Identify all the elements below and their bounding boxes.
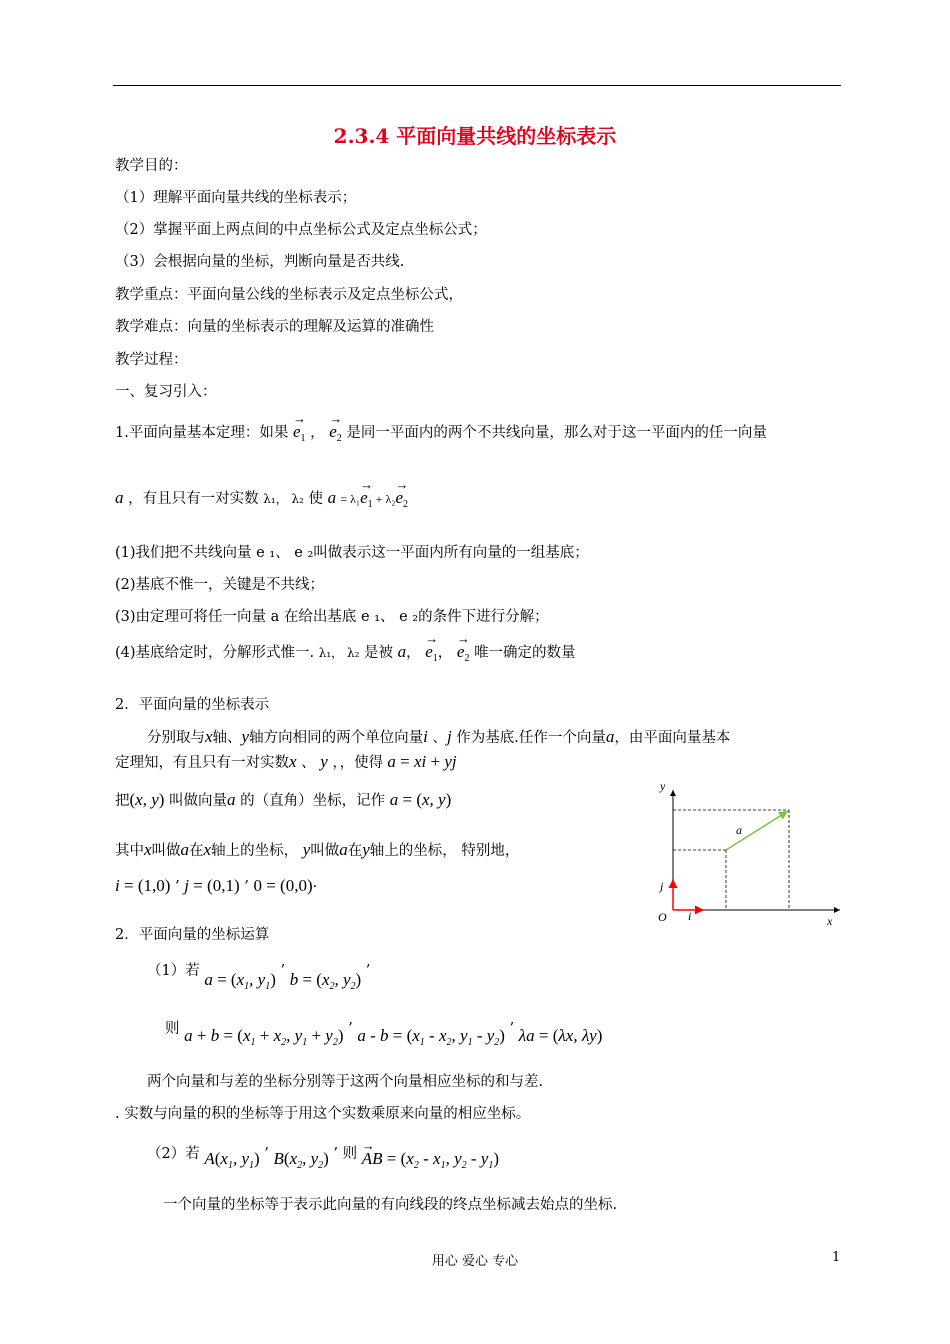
coordinate-figure xyxy=(640,775,850,935)
decomposition-formula: $a = \lambda_1\to e_1 + \lambda_2\to e_2$ xyxy=(328,488,408,507)
section-2-line-3: 把(x, y) 叫做向量a 的（直角）坐标，记作 a = (x, y) xyxy=(115,790,452,809)
y-axis-label: y xyxy=(660,779,666,793)
a-label: a xyxy=(736,823,742,837)
j-label: j xyxy=(660,879,664,893)
process-heading: 教学过程： xyxy=(115,352,188,368)
section-2-line-4: 其中x叫做a在x轴上的坐标， y叫做a在y轴上的坐标， 特别地， xyxy=(115,840,520,859)
origin-label: O xyxy=(658,910,667,924)
theorem-text-a: 1.平面向量基本定理：如果 xyxy=(115,425,289,441)
header-rule xyxy=(113,85,841,86)
sentence-sum-difference: 两个向量和与差的坐标分别等于这两个向量相应坐标的和与差. xyxy=(147,1074,544,1090)
section-3-heading: 2．平面向量的坐标运算 xyxy=(115,927,270,943)
sentence-scalar-product: . 实数与向量的积的坐标等于用这个实数乘原来向量的相应坐标。 xyxy=(115,1106,531,1122)
page-title: 2.3.4 平面向量共线的坐标表示 xyxy=(333,124,617,148)
theorem-note-1: (1)我们把不共线向量 e ₁、 e ₂叫做表示这一平面内所有向量的一组基底； xyxy=(115,545,589,561)
theorem-note-3: (3)由定理可将任一向量 a 在给出基底 e ₁、 e ₂的条件下进行分解； xyxy=(115,609,549,625)
theorem-text-c: ，有且只有一对实数 xyxy=(128,491,264,507)
i-label: i xyxy=(688,909,692,923)
condition-1: （1）若 $a = (x_1$, $y_1$) ’ $b = (x_2$, $y_2$) ’ xyxy=(147,963,371,992)
lambda-pair: λ₁， λ₂ xyxy=(263,492,304,506)
difficulty: 教学难点：向量的坐标表示的理解及运算的准确性 xyxy=(115,319,434,335)
footer-motto: 用心 爱心 专心 xyxy=(431,1254,519,1269)
theorem-text-d: 使 xyxy=(308,491,323,507)
objective-item-2: （2）掌握平面上两点间的中点坐标公式及定点坐标公式； xyxy=(115,222,487,238)
objective-item-3: （3）会根据向量的坐标，判断向量是否共线. xyxy=(115,254,405,270)
page-number: 1 xyxy=(832,1250,841,1265)
section-2-line-2: 定理知，有且只有一对实数x 、 y ，，使得 a = xi + yj xyxy=(115,752,457,771)
section-2-line-1: 分别取与x轴、y轴方向相同的两个单位向量i 、j 作为基底.任作一个向量a，由平面向量基本 xyxy=(147,727,731,746)
section-2-heading: 2．平面向量的坐标表示 xyxy=(115,697,270,713)
theorem-line-2 xyxy=(115,488,408,515)
operation-formulas: 则 $a + b = (x_1 + x_2$, $y_1 + y_2$) ’ $a - b = (x_1 - x_2$, $y_1 - y_2$) ’ λa = (λx, λy) xyxy=(165,1021,603,1048)
condition-2: （2）若 $A(x_1$, $y_1$) ’ $B(x_2$, $y_2$) ’ 则 → AB = ($x_2 - x_1$, $y_2 - y_1$) xyxy=(147,1143,499,1170)
theorem-line-1: 1.平面向量基本定理：如果 → $e_1$ ， → $e_2$ 是同一平面内的两个不共线向量，那么对于这一平面内的任一向量 xyxy=(115,422,767,449)
theorem-text-b: 是同一平面内的两个不共线向量，那么对于这一平面内的任一向量 xyxy=(346,425,767,441)
vector-e2: → $e_2$ xyxy=(329,422,342,441)
theorem-note-2: (2)基底不惟一，关键是不共线； xyxy=(115,577,325,593)
theorem-note-4: (4)基底给定时，分解形式惟一. λ₁， λ₂ 是被 a， → $e_1$， → $e_2$ 唯一确定的数量 xyxy=(115,642,576,669)
objectives-heading: 教学目的： xyxy=(115,158,188,174)
sentence-endpoint-minus-start: 一个向量的坐标等于表示此向量的有向线段的终点坐标减去始点的坐标. xyxy=(163,1197,618,1213)
vector-e1: → $e_1$ xyxy=(293,422,306,441)
key-point: 教学重点：平面向量公线的坐标表示及定点坐标公式， xyxy=(115,287,463,303)
x-axis-label: x xyxy=(827,914,833,928)
objective-item-1: （1）理解平面向量共线的坐标表示； xyxy=(115,190,357,206)
vector-a: a xyxy=(115,488,124,507)
special-vectors: i = (1,0) ’ j = (0,1) ’ 0 = (0,0)· xyxy=(115,876,318,895)
review-heading: 一、复习引入： xyxy=(115,384,217,400)
